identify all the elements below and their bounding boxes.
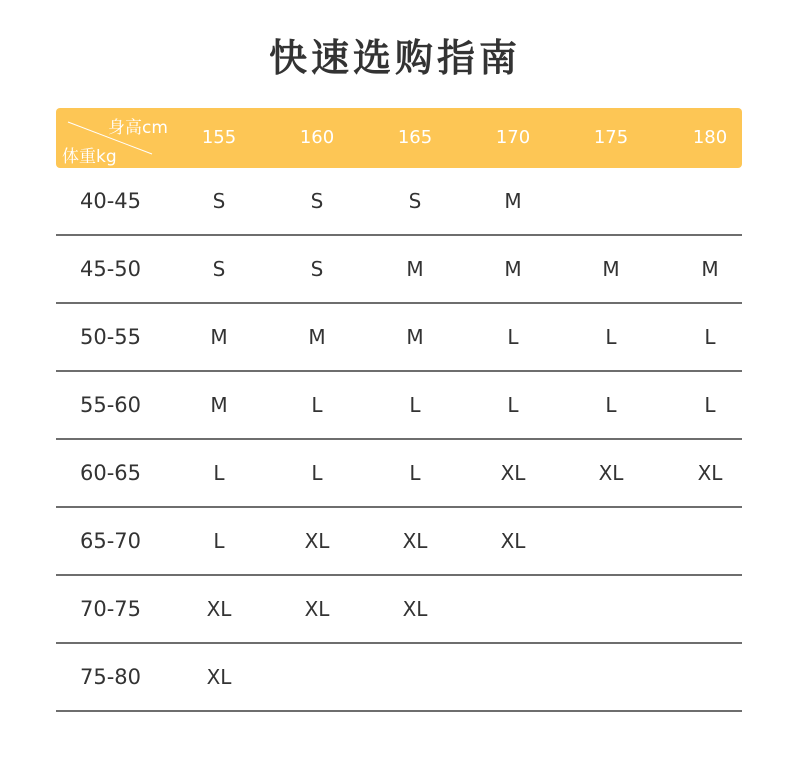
size-cell <box>581 168 641 234</box>
size-cell <box>680 168 740 234</box>
size-cell: L <box>704 393 716 417</box>
header-corner-cell <box>56 108 186 168</box>
size-cell: XL <box>598 461 624 485</box>
page-title: 快速选购指南 <box>268 36 521 80</box>
size-cell: S <box>310 257 324 281</box>
table-row <box>56 372 742 440</box>
size-cell: L <box>507 325 519 349</box>
height-header-160: 160 <box>299 127 335 148</box>
height-header-175: 175 <box>593 127 629 148</box>
size-cell: L <box>409 461 421 485</box>
size-cell: M <box>602 257 620 281</box>
size-cell: M <box>701 257 719 281</box>
weight-range-label: 40-45 <box>80 189 142 213</box>
size-cell: M <box>406 325 424 349</box>
size-cell: XL <box>206 597 232 621</box>
table-row <box>56 644 742 712</box>
size-cell: S <box>408 189 422 213</box>
weight-range-label: 45-50 <box>80 257 142 281</box>
size-cell: XL <box>304 529 330 553</box>
table-header <box>56 108 742 168</box>
size-cell: XL <box>402 597 428 621</box>
size-cell: L <box>605 325 617 349</box>
size-cell <box>680 644 740 710</box>
size-cell: S <box>212 189 226 213</box>
size-cell: XL <box>206 665 232 689</box>
size-cell: XL <box>304 597 330 621</box>
table-row <box>56 440 742 508</box>
size-cell: M <box>210 393 228 417</box>
height-header-155: 155 <box>201 127 237 148</box>
weight-range-label: 55-60 <box>80 393 142 417</box>
weight-range-label: 60-65 <box>80 461 142 485</box>
height-header-165: 165 <box>397 127 433 148</box>
size-cell <box>680 576 740 642</box>
table-row <box>56 168 742 236</box>
size-cell: S <box>212 257 226 281</box>
size-cell: L <box>311 393 323 417</box>
size-cell: L <box>507 393 519 417</box>
table-row <box>56 576 742 644</box>
size-cell <box>581 508 641 574</box>
weight-range-label: 70-75 <box>80 597 142 621</box>
size-cell: M <box>504 189 522 213</box>
size-cell: M <box>406 257 424 281</box>
size-cell: M <box>308 325 326 349</box>
weight-range-label: 75-80 <box>80 665 142 689</box>
table-row <box>56 236 742 304</box>
size-cell: XL <box>697 461 723 485</box>
weight-axis-label: 体重kg <box>62 147 117 167</box>
weight-range-label: 50-55 <box>80 325 142 349</box>
weight-range-label: 65-70 <box>80 529 142 553</box>
size-cell: L <box>409 393 421 417</box>
size-cell: L <box>311 461 323 485</box>
size-cell <box>483 576 543 642</box>
size-cell: XL <box>500 461 526 485</box>
size-cell: L <box>605 393 617 417</box>
size-cell <box>680 508 740 574</box>
size-cell <box>385 644 445 710</box>
size-cell: M <box>210 325 228 349</box>
size-cell <box>581 644 641 710</box>
height-header-170: 170 <box>495 127 531 148</box>
size-cell <box>581 576 641 642</box>
table-row <box>56 304 742 372</box>
size-cell: L <box>213 461 225 485</box>
size-cell <box>287 644 347 710</box>
size-cell: M <box>504 257 522 281</box>
size-cell: L <box>704 325 716 349</box>
size-cell: XL <box>402 529 428 553</box>
height-axis-label: 身高cm <box>108 118 168 138</box>
table-row <box>56 508 742 576</box>
size-cell: L <box>213 529 225 553</box>
size-cell <box>483 644 543 710</box>
size-cell: S <box>310 189 324 213</box>
height-header-180: 180 <box>692 127 728 148</box>
size-cell: XL <box>500 529 526 553</box>
size-guide-table <box>56 108 742 712</box>
